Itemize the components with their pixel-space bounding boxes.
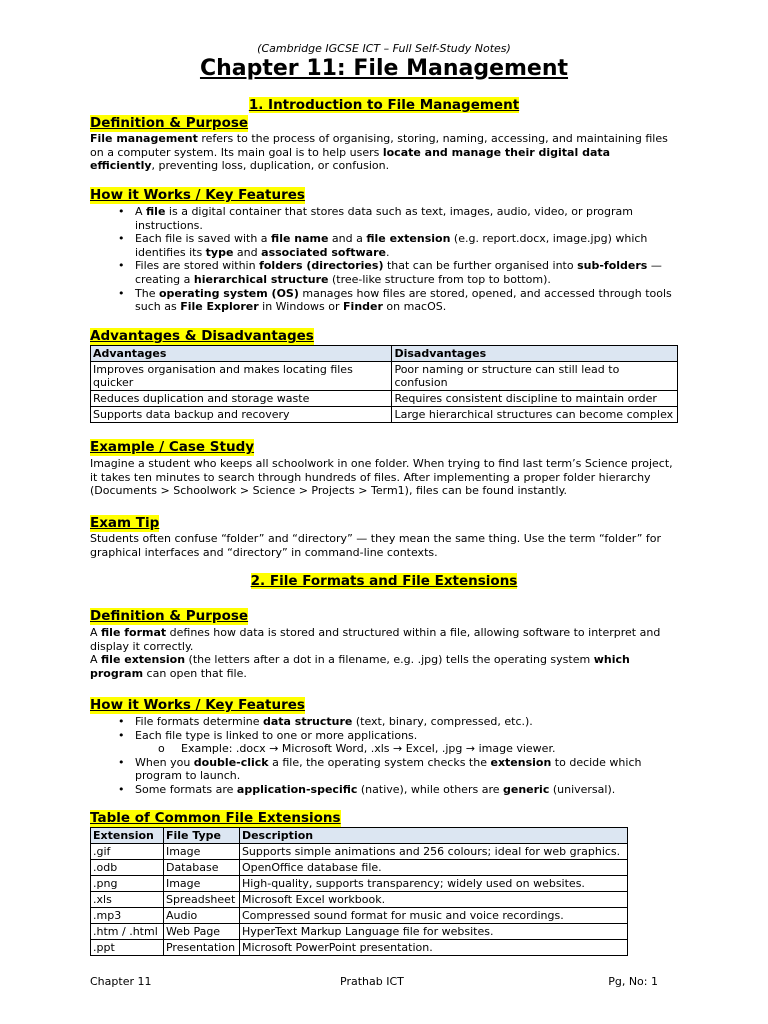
footer-page-number: Pg, No: 1 [608,975,658,988]
extensions-table-heading: Table of Common File Extensions [90,810,341,826]
table-row: .htm / .html Web Page HyperText Markup Language file for websites. [91,924,628,940]
definition-heading-2: Definition & Purpose [90,608,249,624]
sub-list-item: o Example: .docx → Microsoft Word, .xls → Excel, .jpg → image viewer. [90,742,678,756]
table-row: .xls Spreadsheet Microsoft Excel workbook. [91,892,628,908]
section-heading-2: 2. File Formats and File Extensions [250,573,518,589]
example-paragraph: Imagine a student who keeps all schoolwork in one folder. When trying to find last term’s Science project, it takes ten minutes to search through hundreds of files. After implementing a proper folder hierarchy (Documents > Schoolwork > Science > Projects > Term1), files can be found instantly. [90,457,673,498]
table-row: .mp3 Audio Compressed sound format for music and voice recordings. [91,908,628,924]
list-item: • Some formats are application-specific (native), while others are generic (universal). [90,783,678,797]
footer-author: Prathab ICT [340,975,404,988]
table-row: .odb Database OpenOffice database file. [91,860,628,876]
example-heading: Example / Case Study [90,439,255,455]
table-header: File Type [163,828,239,844]
table-row: Supports data backup and recovery Large hierarchical structures can become complex [91,407,678,423]
key-features-heading-2: How it Works / Key Features [90,697,305,713]
key-features-heading: How it Works / Key Features [90,187,305,203]
list-item: • Each file type is linked to one or more applications. [90,729,678,743]
section-heading-1: 1. Introduction to File Management [248,97,520,113]
list-item: • When you double-click a file, the operating system checks the extension to decide which program to launch. [90,756,678,783]
table-header: Extension [91,828,164,844]
exam-tip-paragraph: Students often confuse “folder” and “directory” — they mean the same thing. Use the term “folder” for graphical interfaces and “directory” in command-line contexts. [90,532,662,559]
table-row: .png Image High-quality, supports transparency; widely used on websites. [91,876,628,892]
key-features-list [90,205,678,314]
key-features-list-2 [90,715,678,797]
document-subtitle: (Cambridge IGCSE ICT – Full Self-Study Notes) [257,42,511,55]
list-item: • Files are stored within folders (directories) that can be further organised into sub-folders — creating a hierarchical structure (tree-like structure from top to bottom). [90,259,678,286]
footer-chapter: Chapter 11 [90,975,152,988]
advantages-table [90,345,678,423]
list-item: • Each file is saved with a file name and a file extension (e.g. report.docx, image.jpg) which identifies its type and associated software. [90,232,678,259]
extensions-table [90,827,628,956]
list-item: • File formats determine data structure (text, binary, compressed, etc.). [90,715,678,729]
table-row: .gif Image Supports simple animations and 256 colours; ideal for web graphics. [91,844,628,860]
table-row: Reduces duplication and storage waste Requires consistent discipline to maintain order [91,391,678,407]
table-header: Disadvantages [392,346,678,362]
list-item: • The operating system (OS) manages how files are stored, opened, and accessed through tools such as File Explorer in Windows or Finder on macOS. [90,287,678,314]
exam-tip-heading: Exam Tip [90,515,160,531]
definition-paragraph-3: A file extension (the letters after a dot in a filename, e.g. .jpg) tells the operating system which program can open that file. [90,653,630,680]
definition-paragraph: File management refers to the process of organising, storing, naming, accessing, and maintaining files on a computer system. Its main goal is to help users locate and manage their digital data efficiently, preventing loss, duplication, or confusion. [90,132,668,173]
advantages-heading: Advantages & Disadvantages [90,328,314,344]
list-item: • A file is a digital container that stores data such as text, images, audio, video, or program instructions. [90,205,678,232]
table-row: Improves organisation and makes locating files quicker Poor naming or structure can still lead to confusion [91,362,678,391]
table-row: .ppt Presentation Microsoft PowerPoint presentation. [91,940,628,956]
table-header: Description [239,828,627,844]
definition-paragraph-2: A file format defines how data is stored and structured within a file, allowing software to interpret and display it correctly. [90,626,661,653]
definition-heading: Definition & Purpose [90,115,249,131]
table-header: Advantages [91,346,392,362]
document-title: Chapter 11: File Management [199,56,569,81]
